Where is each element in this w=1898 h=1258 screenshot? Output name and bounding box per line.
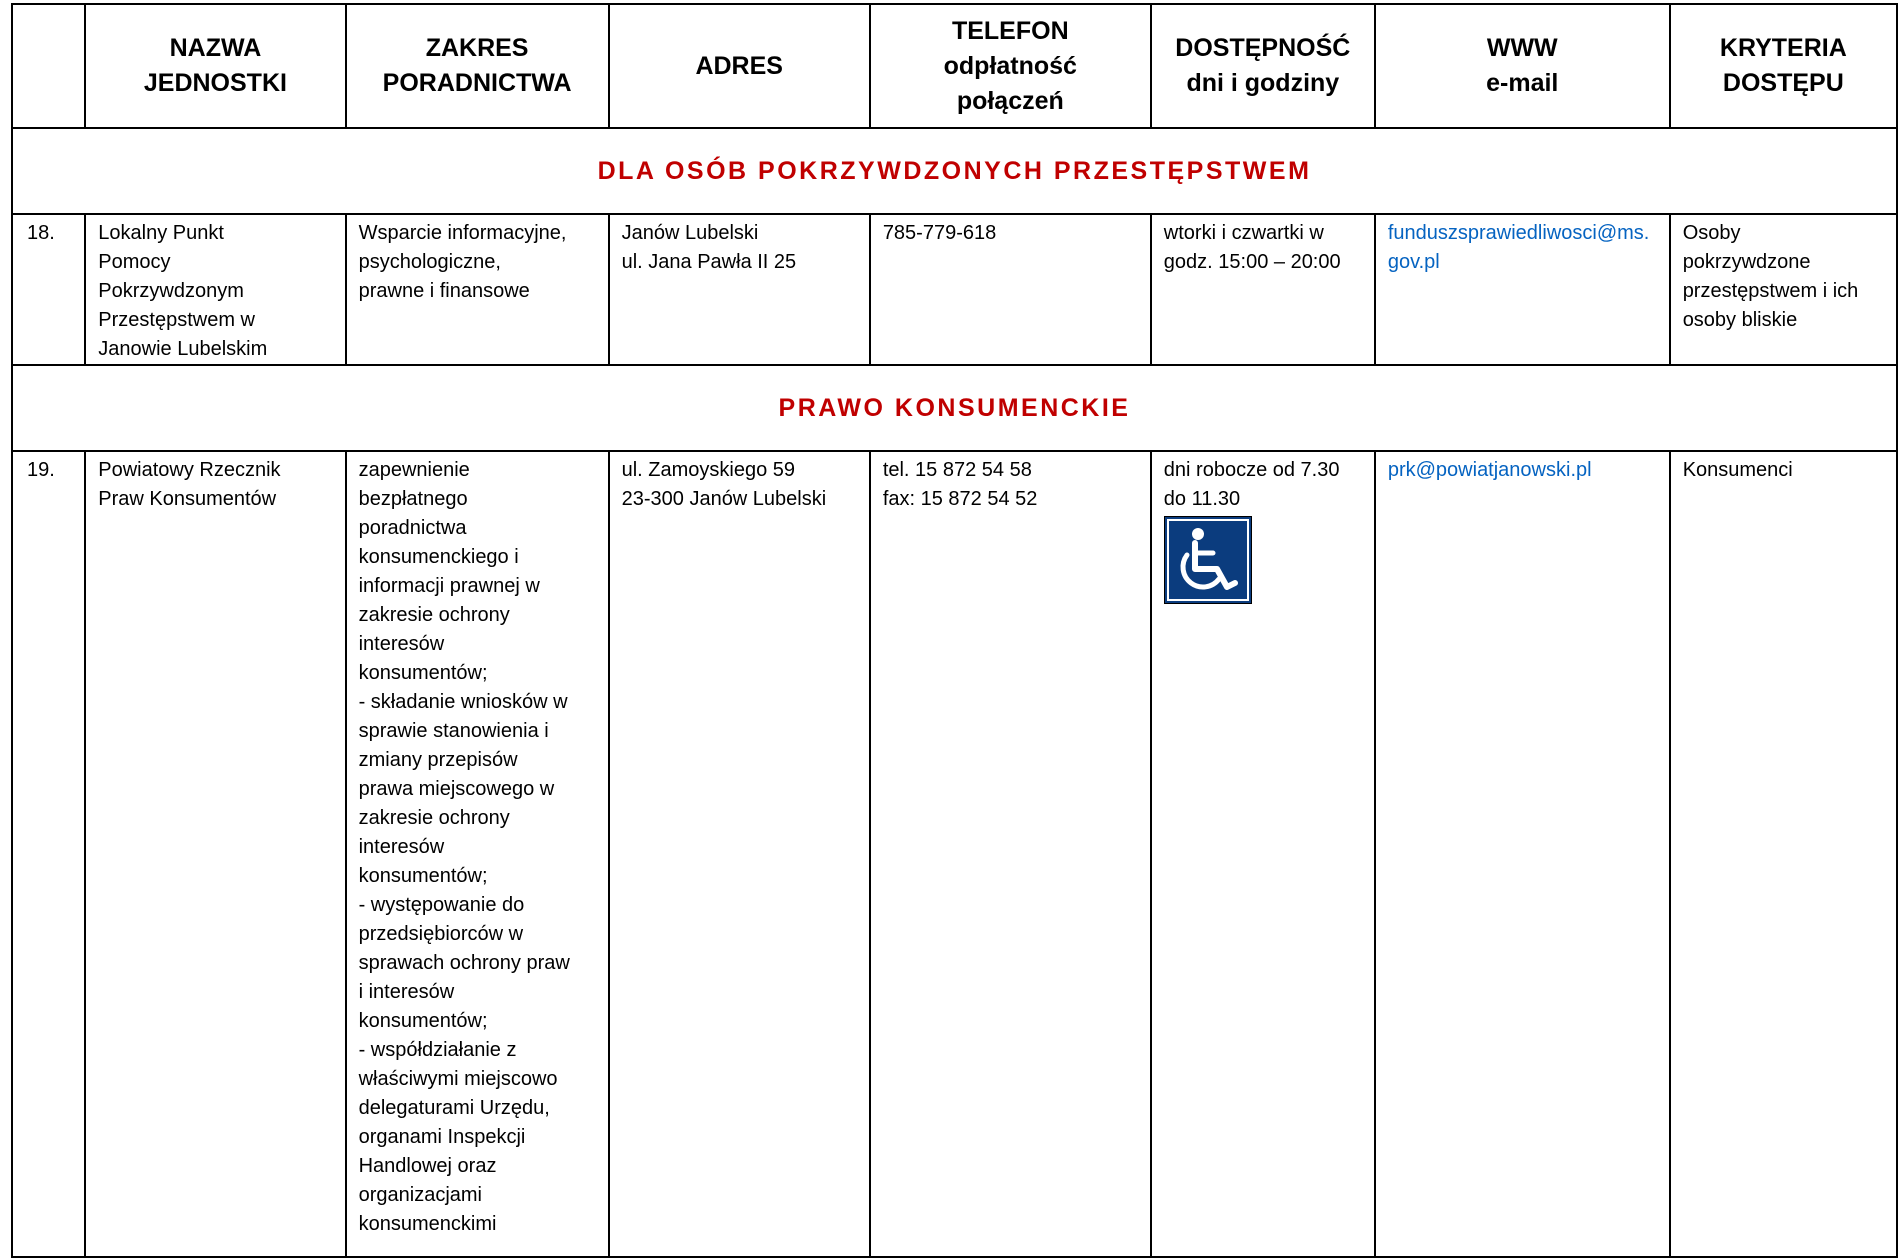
phone: tel. 15 872 54 58 fax: 15 872 54 52	[870, 451, 1151, 1257]
header-www-email: WWW e-mail	[1375, 4, 1670, 128]
unit-name: Lokalny Punkt Pomocy Pokrzywdzonym Przestępstwem w Janowie Lubelskim	[85, 214, 345, 365]
address: ul. Zamoyskiego 59 23-300 Janów Lubelski	[609, 451, 870, 1257]
section-title-consumer-law	[12, 365, 1897, 451]
advice-scope: zapewnienie bezpłatnego poradnictwa konsumenckiego i informacji prawnej w zakresie ochrony interesów konsumentów; - składanie wniosków w sprawie stanowienia i zmiany przepisów prawa miejscowego w zakresie ochrony interesów konsumentów; - występowanie do przedsiębiorców w sprawach ochrony praw i interesów konsumentów; - współdziałanie z właściwymi miejscowo delegaturami Urzędu, organami Inspekcji Handlowej oraz organizacjami konsumenckimi	[346, 451, 609, 1257]
table-row	[12, 214, 1897, 365]
row-number: 18.	[12, 214, 85, 365]
section-row-victims	[12, 128, 1897, 214]
availability: dni robocze od 7.30 do 11.30	[1151, 451, 1375, 1257]
wheelchair-accessible-icon	[1164, 516, 1252, 604]
header-num	[12, 4, 85, 128]
row-number: 19.	[12, 451, 85, 1257]
section-title-victims	[12, 128, 1897, 214]
phone: 785-779-618	[870, 214, 1151, 365]
services-table	[11, 3, 1898, 1258]
table-row	[12, 451, 1897, 1257]
section-label: PRAWO KONSUMENCKIE	[778, 393, 1131, 422]
address: Janów Lubelski ul. Jana Pawła II 25	[609, 214, 870, 365]
header-criteria: KRYTERIA DOSTĘPU	[1670, 4, 1897, 128]
email-link[interactable]: funduszsprawiedliwosci@ms.gov.pl	[1387, 222, 1650, 273]
section-row-consumer-law	[12, 365, 1897, 451]
header-scope: ZAKRES PORADNICTWA	[346, 4, 609, 128]
email-link[interactable]: prk@powiatjanowski.pl	[1387, 459, 1592, 481]
advice-scope: Wsparcie informacyjne, psychologiczne, prawne i finansowe	[346, 214, 609, 365]
email-cell	[1375, 451, 1670, 1257]
availability: wtorki i czwartki w godz. 15:00 – 20:00	[1151, 214, 1375, 365]
header-row	[12, 4, 1897, 128]
email-cell	[1375, 214, 1670, 365]
access-criteria: Konsumenci	[1670, 451, 1897, 1257]
section-label: DLA OSÓB POKRZYWDZONYCH PRZESTĘPSTWEM	[597, 156, 1312, 185]
access-criteria: Osoby pokrzywdzone przestępstwem i ich osoby bliskie	[1670, 214, 1897, 365]
header-address: ADRES	[609, 4, 870, 128]
header-name: NAZWA JEDNOSTKI	[85, 4, 345, 128]
unit-name: Powiatowy Rzecznik Praw Konsumentów	[85, 451, 345, 1257]
header-availability: DOSTĘPNOŚĆ dni i godziny	[1151, 4, 1375, 128]
header-phone: TELEFON odpłatność połączeń	[870, 4, 1151, 128]
